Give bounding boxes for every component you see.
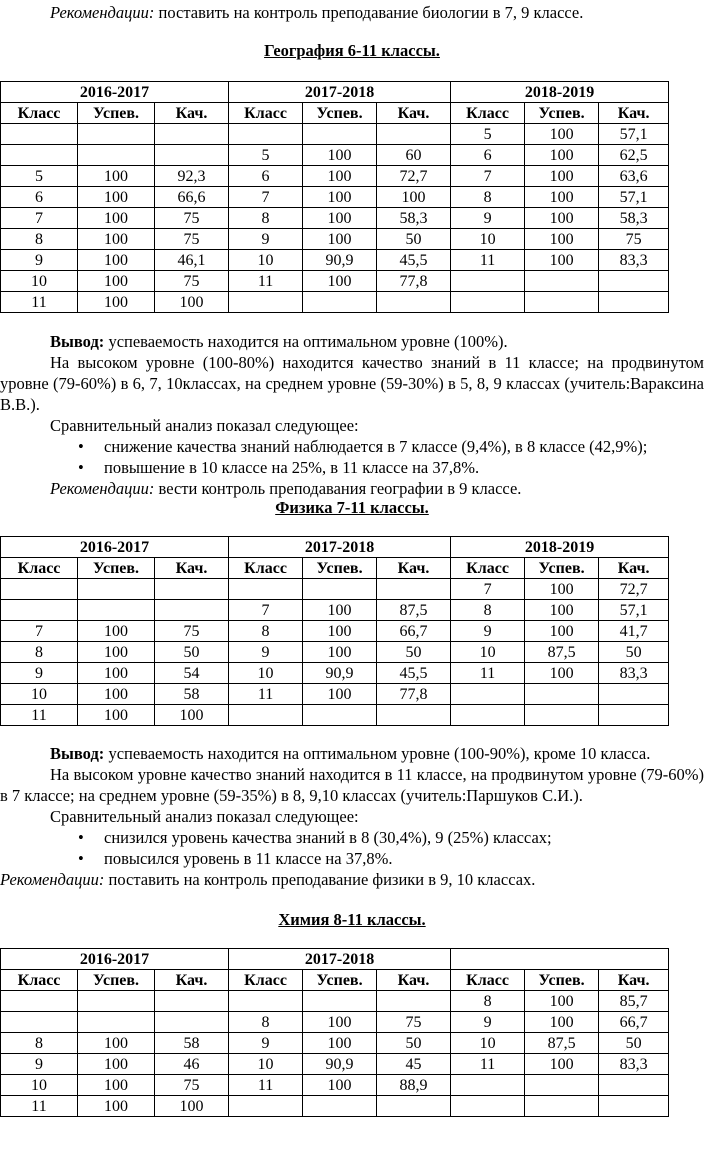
table-row (1, 663, 669, 684)
table-cell: 100 (525, 208, 599, 229)
table-cell: 11 (1, 1096, 78, 1117)
table-row (1, 145, 669, 166)
table-cell (78, 579, 155, 600)
table-cell: 58,3 (599, 208, 669, 229)
table-cell: 10 (1, 684, 78, 705)
table-cell (599, 271, 669, 292)
table-row (1, 1096, 669, 1117)
table-cell: 66,6 (155, 187, 229, 208)
table-cell: 90,9 (303, 250, 377, 271)
year-header: 2018-2019 (451, 537, 669, 558)
table-cell: 9 (451, 208, 525, 229)
table-cell: 45,5 (377, 663, 451, 684)
table-cell: 100 (303, 208, 377, 229)
table-row (1, 124, 669, 145)
table-cell: 10 (229, 663, 303, 684)
table-cell: 8 (451, 991, 525, 1012)
table-cell (155, 124, 229, 145)
table-cell (377, 1096, 451, 1117)
table-cell (599, 292, 669, 313)
table-cell (229, 579, 303, 600)
table-cell (377, 124, 451, 145)
table-cell: 10 (229, 1054, 303, 1075)
table-cell: 100 (303, 1075, 377, 1096)
year-header (451, 949, 669, 970)
table-cell: 8 (1, 642, 78, 663)
table-row (1, 166, 669, 187)
table-row (1, 684, 669, 705)
table-cell (303, 991, 377, 1012)
column-header: Класс (229, 970, 303, 991)
phys-conclusion (50, 743, 650, 764)
table-cell (599, 705, 669, 726)
table-cell: 11 (451, 663, 525, 684)
column-header: Успев. (525, 103, 599, 124)
table-cell: 5 (1, 166, 78, 187)
table-cell: 83,3 (599, 1054, 669, 1075)
table-cell: 72,7 (599, 579, 669, 600)
table-cell: 100 (303, 271, 377, 292)
table-cell: 9 (451, 1012, 525, 1033)
table-cell: 100 (303, 166, 377, 187)
table-row (1, 1054, 669, 1075)
table-cell: 45 (377, 1054, 451, 1075)
table-cell: 75 (155, 271, 229, 292)
table-cell: 7 (451, 579, 525, 600)
column-header: Кач. (599, 103, 669, 124)
table-cell: 10 (451, 1033, 525, 1054)
bullet-icon: • (78, 828, 84, 847)
table-cell: 83,3 (599, 250, 669, 271)
column-header: Кач. (599, 970, 669, 991)
column-header: Успев. (303, 558, 377, 579)
table-cell: 72,7 (377, 166, 451, 187)
geo-recommendation (50, 478, 521, 499)
table-cell: 100 (78, 705, 155, 726)
table-cell: 87,5 (377, 600, 451, 621)
table-cell (451, 684, 525, 705)
table-cell: 100 (303, 229, 377, 250)
table-cell (155, 1012, 229, 1033)
table-cell (599, 1075, 669, 1096)
table-cell: 7 (1, 621, 78, 642)
column-header: Класс (1, 970, 78, 991)
table-cell: 10 (229, 250, 303, 271)
table-cell: 100 (78, 1054, 155, 1075)
geo-table (0, 81, 669, 313)
table-cell: 100 (303, 642, 377, 663)
table-cell (303, 579, 377, 600)
table-cell: 7 (229, 600, 303, 621)
column-header: Кач. (377, 103, 451, 124)
table-cell: 50 (377, 1033, 451, 1054)
column-header: Класс (451, 970, 525, 991)
intro-recommendation (50, 2, 583, 23)
geo-title: География 6-11 классы. (264, 41, 440, 60)
column-header: Класс (1, 103, 78, 124)
table-cell: 83,3 (599, 663, 669, 684)
table-cell (525, 1075, 599, 1096)
table-cell (1, 991, 78, 1012)
table-cell: 57,1 (599, 187, 669, 208)
table-cell: 50 (599, 642, 669, 663)
table-cell: 100 (525, 621, 599, 642)
table-cell (155, 579, 229, 600)
table-cell: 100 (78, 229, 155, 250)
table-cell (155, 600, 229, 621)
table-cell: 6 (229, 166, 303, 187)
table-cell: 50 (599, 1033, 669, 1054)
column-header: Успев. (78, 103, 155, 124)
table-cell: 100 (525, 1054, 599, 1075)
table-cell: 11 (1, 292, 78, 313)
table-cell: 100 (525, 1012, 599, 1033)
table-cell: 100 (78, 1096, 155, 1117)
table-cell (451, 292, 525, 313)
table-cell (78, 124, 155, 145)
table-cell (377, 991, 451, 1012)
table-cell: 100 (525, 124, 599, 145)
table-cell: 75 (155, 1075, 229, 1096)
table-cell: 100 (155, 705, 229, 726)
table-cell: 100 (303, 1033, 377, 1054)
column-header: Кач. (599, 558, 669, 579)
phys-recommendation (0, 869, 535, 890)
table-cell (1, 1012, 78, 1033)
phys-paragraph-levels: На высоком уровне качество знаний находится в 11 классе, на продвинутом уровне (79-60%) в 7 классе; на среднем уровне (59-35%) в 8, 9,10 классах (учитель:Паршуков С.И.). (0, 765, 704, 805)
table-cell: 6 (1, 187, 78, 208)
table-cell: 100 (377, 187, 451, 208)
table-cell: 100 (303, 600, 377, 621)
table-cell: 75 (155, 229, 229, 250)
table-cell (377, 579, 451, 600)
geo-rec-text: вести контроль преподавания географии в 9 классе. (154, 479, 522, 498)
table-cell (451, 271, 525, 292)
column-header: Успев. (525, 558, 599, 579)
column-header-row (1, 970, 669, 991)
table-row (1, 1012, 669, 1033)
table-cell: 100 (525, 145, 599, 166)
table-cell (303, 705, 377, 726)
table-cell: 100 (78, 187, 155, 208)
chem-table (0, 948, 669, 1117)
table-cell (525, 705, 599, 726)
column-header: Кач. (377, 970, 451, 991)
table-cell (599, 1096, 669, 1117)
table-cell: 11 (229, 1075, 303, 1096)
table-cell: 54 (155, 663, 229, 684)
table-row (1, 187, 669, 208)
table-cell (78, 600, 155, 621)
table-cell: 100 (155, 1096, 229, 1117)
intro-text: поставить на контроль преподавание биологии в 7, 9 классе. (154, 3, 584, 22)
column-header-row (1, 558, 669, 579)
phys-table (0, 536, 669, 726)
table-cell: 50 (377, 642, 451, 663)
table-row (1, 292, 669, 313)
table-cell: 11 (451, 1054, 525, 1075)
table-cell (1, 600, 78, 621)
table-cell: 5 (451, 124, 525, 145)
table-cell: 8 (229, 1012, 303, 1033)
table-cell (78, 145, 155, 166)
table-cell: 100 (78, 166, 155, 187)
table-cell: 50 (377, 229, 451, 250)
table-cell: 11 (229, 684, 303, 705)
table-cell: 100 (78, 684, 155, 705)
phys-rec-text: поставить на контроль преподавание физики в 9, 10 классах. (104, 870, 536, 889)
table-cell (525, 271, 599, 292)
table-cell: 87,5 (525, 642, 599, 663)
table-cell: 8 (451, 600, 525, 621)
table-cell (229, 292, 303, 313)
column-header: Кач. (155, 558, 229, 579)
column-header: Класс (451, 558, 525, 579)
column-header: Кач. (155, 103, 229, 124)
table-cell: 11 (229, 271, 303, 292)
table-cell: 100 (525, 579, 599, 600)
table-row (1, 642, 669, 663)
table-cell: 77,8 (377, 684, 451, 705)
table-cell: 100 (525, 250, 599, 271)
column-header: Успев. (525, 970, 599, 991)
table-cell: 57,1 (599, 124, 669, 145)
table-cell: 8 (1, 1033, 78, 1054)
table-cell: 100 (155, 292, 229, 313)
table-cell: 60 (377, 145, 451, 166)
table-cell: 100 (78, 1033, 155, 1054)
table-cell: 66,7 (599, 1012, 669, 1033)
table-cell (525, 684, 599, 705)
geo-paragraph-levels: На высоком уровне (100-80%) находится качество знаний в 11 классе; на продвинутом уровне (79-60%) в 6, 7, 10классах, на среднем уровне (59-30%) в 5, 8, 9 классах (учитель:Вараксина В.В.). (0, 353, 704, 414)
table-cell: 100 (303, 621, 377, 642)
bullet-icon: • (78, 437, 84, 456)
table-cell: 100 (303, 684, 377, 705)
table-cell: 92,3 (155, 166, 229, 187)
table-cell: 10 (451, 642, 525, 663)
table-cell (599, 684, 669, 705)
table-cell: 100 (78, 642, 155, 663)
geo-paragraph-analysis: Сравнительный анализ показал следующее: (50, 416, 359, 435)
table-cell: 75 (155, 621, 229, 642)
year-header: 2017-2018 (229, 82, 451, 103)
geo-conclusion-label: Вывод: (50, 332, 105, 351)
year-header: 2016-2017 (1, 537, 229, 558)
table-cell: 90,9 (303, 1054, 377, 1075)
table-cell: 5 (229, 145, 303, 166)
table-cell: 50 (155, 642, 229, 663)
phys-conclusion-label: Вывод: (50, 744, 105, 763)
table-cell (525, 1096, 599, 1117)
table-cell (229, 705, 303, 726)
table-cell (377, 292, 451, 313)
column-header: Класс (1, 558, 78, 579)
table-row (1, 600, 669, 621)
table-cell: 8 (229, 621, 303, 642)
table-cell: 63,6 (599, 166, 669, 187)
table-cell: 75 (155, 208, 229, 229)
table-cell: 7 (451, 166, 525, 187)
table-cell: 100 (303, 1012, 377, 1033)
table-cell: 100 (78, 271, 155, 292)
column-header: Успев. (78, 558, 155, 579)
geo-conclusion (50, 331, 508, 352)
year-header: 2017-2018 (229, 949, 451, 970)
table-cell: 8 (451, 187, 525, 208)
table-cell (303, 1096, 377, 1117)
table-cell: 88,9 (377, 1075, 451, 1096)
table-cell (377, 705, 451, 726)
table-cell: 11 (451, 250, 525, 271)
table-cell: 100 (78, 663, 155, 684)
table-cell (1, 124, 78, 145)
table-cell: 66,7 (377, 621, 451, 642)
table-row (1, 1033, 669, 1054)
column-header: Кач. (155, 970, 229, 991)
year-header: 2017-2018 (229, 537, 451, 558)
geo-rec-label: Рекомендации: (50, 479, 155, 498)
table-row (1, 229, 669, 250)
table-cell: 8 (229, 208, 303, 229)
table-cell: 41,7 (599, 621, 669, 642)
table-cell: 9 (1, 663, 78, 684)
table-row (1, 991, 669, 1012)
table-cell (1, 145, 78, 166)
table-cell (78, 991, 155, 1012)
table-cell (525, 292, 599, 313)
table-cell (229, 124, 303, 145)
table-cell: 100 (78, 250, 155, 271)
table-cell: 58 (155, 1033, 229, 1054)
table-cell: 9 (1, 1054, 78, 1075)
table-cell: 7 (1, 208, 78, 229)
column-header: Класс (229, 558, 303, 579)
table-cell: 100 (78, 621, 155, 642)
table-cell: 100 (525, 229, 599, 250)
year-header-row (1, 537, 669, 558)
table-cell: 58 (155, 684, 229, 705)
table-cell: 6 (451, 145, 525, 166)
table-row (1, 579, 669, 600)
column-header: Кач. (377, 558, 451, 579)
phys-paragraph-analysis: Сравнительный анализ показал следующее: (50, 807, 359, 826)
table-row (1, 621, 669, 642)
table-cell: 11 (1, 705, 78, 726)
table-cell: 45,5 (377, 250, 451, 271)
table-cell: 90,9 (303, 663, 377, 684)
table-cell: 10 (451, 229, 525, 250)
chem-title: Химия 8-11 классы. (278, 910, 426, 929)
year-header: 2018-2019 (451, 82, 669, 103)
geo-conclusion-text: успеваемость находится на оптимальном уровне (100%). (104, 332, 508, 351)
intro-label: Рекомендации: (50, 3, 155, 22)
table-row (1, 250, 669, 271)
table-cell: 58,3 (377, 208, 451, 229)
column-header: Успев. (78, 970, 155, 991)
table-cell (1, 579, 78, 600)
table-cell: 100 (78, 292, 155, 313)
table-cell: 100 (525, 600, 599, 621)
column-header: Класс (451, 103, 525, 124)
table-cell: 46 (155, 1054, 229, 1075)
table-cell: 57,1 (599, 600, 669, 621)
table-cell: 9 (451, 621, 525, 642)
table-cell: 100 (525, 991, 599, 1012)
table-cell (451, 1096, 525, 1117)
year-header-row (1, 82, 669, 103)
table-cell: 46,1 (155, 250, 229, 271)
table-cell: 75 (599, 229, 669, 250)
column-header-row (1, 103, 669, 124)
table-cell: 9 (1, 250, 78, 271)
table-cell: 100 (303, 145, 377, 166)
table-cell: 87,5 (525, 1033, 599, 1054)
table-cell: 9 (229, 229, 303, 250)
phys-conclusion-text: успеваемость находится на оптимальном уровне (100-90%), кроме 10 класса. (104, 744, 651, 763)
table-cell (155, 991, 229, 1012)
table-cell: 9 (229, 1033, 303, 1054)
table-cell: 100 (78, 208, 155, 229)
table-cell (229, 991, 303, 1012)
table-cell (229, 1096, 303, 1117)
table-cell (155, 145, 229, 166)
table-cell: 9 (229, 642, 303, 663)
column-header: Класс (229, 103, 303, 124)
table-cell: 8 (1, 229, 78, 250)
table-cell: 77,8 (377, 271, 451, 292)
table-row (1, 705, 669, 726)
table-cell: 10 (1, 1075, 78, 1096)
table-cell: 75 (377, 1012, 451, 1033)
table-cell (451, 705, 525, 726)
table-cell: 100 (525, 663, 599, 684)
table-cell (451, 1075, 525, 1096)
column-header: Успев. (303, 103, 377, 124)
table-cell: 100 (525, 187, 599, 208)
bullet-icon: • (78, 849, 84, 868)
year-header: 2016-2017 (1, 949, 229, 970)
table-cell: 100 (303, 187, 377, 208)
bullet-icon: • (78, 458, 84, 477)
table-row (1, 271, 669, 292)
table-cell: 100 (78, 1075, 155, 1096)
table-row (1, 208, 669, 229)
table-row (1, 1075, 669, 1096)
table-cell: 7 (229, 187, 303, 208)
year-header-row (1, 949, 669, 970)
phys-title: Физика 7-11 классы. (275, 498, 429, 517)
column-header: Успев. (303, 970, 377, 991)
table-cell: 100 (525, 166, 599, 187)
table-cell (78, 1012, 155, 1033)
table-cell (303, 292, 377, 313)
phys-rec-label: Рекомендации: (0, 870, 105, 889)
table-cell: 62,5 (599, 145, 669, 166)
table-cell (303, 124, 377, 145)
year-header: 2016-2017 (1, 82, 229, 103)
table-cell: 85,7 (599, 991, 669, 1012)
table-cell: 10 (1, 271, 78, 292)
